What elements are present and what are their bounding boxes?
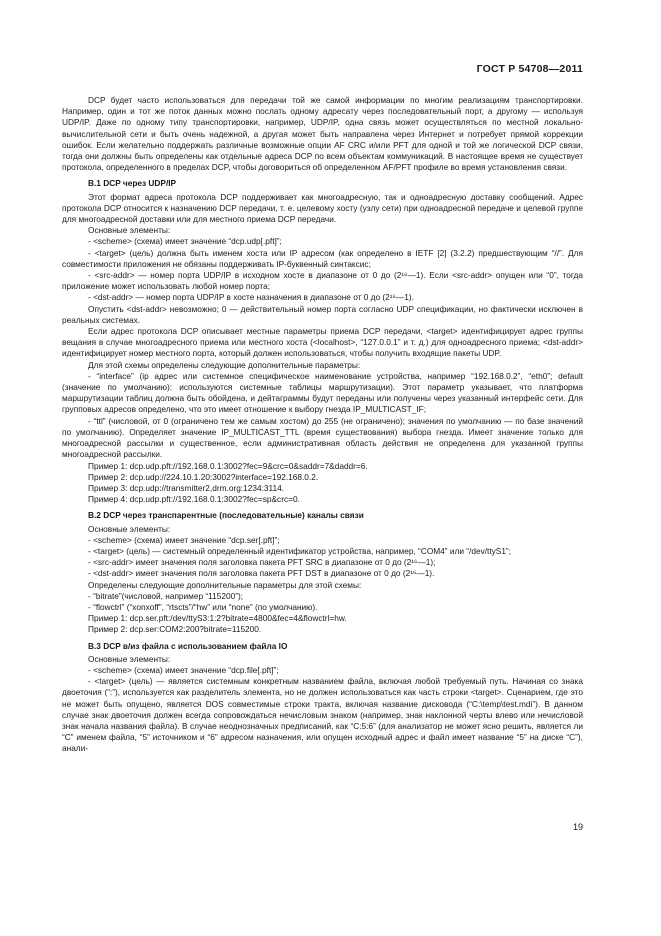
paragraph: Основные элементы: bbox=[88, 225, 171, 236]
paragraph: Основные элементы: bbox=[88, 653, 171, 664]
paragraph: - <scheme> (схема) имеет значение “dcp.ser[.pft]”; bbox=[88, 534, 280, 545]
paragraph: Для этой схемы определены следующие дополнительные параметры: bbox=[88, 359, 361, 370]
document-body bbox=[62, 95, 583, 755]
paragraph: Определены следующие дополнительные параметры для этой схемы: bbox=[88, 579, 362, 590]
paragraph: - “flowctrl” (“xonxoff”, “rtscts”/“hw” или “none” (по умолчанию). bbox=[88, 601, 318, 612]
paragraph: Основные элементы: bbox=[88, 523, 171, 534]
paragraph: - <target> (цель) должна быть именем хоста или IP адресом (как определено в IETF [2] (3.2.2) предшествующим “//”. Для совместимости приложения не обязаны поддерживать IP-буквенный синтаксис; bbox=[62, 247, 583, 269]
paragraph: - “bitrate”(числовой, например “115200”); bbox=[88, 590, 244, 601]
section-heading: В.2 DCP через транспарентные (последовательные) каналы связи bbox=[88, 510, 364, 521]
paragraph: - <src-addr> — номер порта UDP/IP в исходном хосте в диапазоне от 0 до (2¹⁶—1). Если <src-addr> опущен или “0”, тогда приложение может использовать любой номер порта; bbox=[62, 270, 583, 292]
paragraph: - <dst-addr> имеет значения поля заголовка пакета PFT DST в диапазоне от 0 до (2¹⁶—1). bbox=[88, 568, 435, 579]
paragraph: - <scheme> (схема) имеет значение “dcp.file[.pft]”; bbox=[88, 664, 279, 675]
paragraph: - <src-addr> имеет значения поля заголовка пакета PFT SRC в диапазоне от 0 до (2¹⁶—1); bbox=[88, 557, 436, 568]
paragraph: Пример 1: dcp.ser.pft:/dev/ttyS3:1:2?bitrate=4800&fec=4&flowctrl=hw. bbox=[88, 613, 347, 624]
paragraph: Пример 4: dcp.udp.pft://192.168.0.1:3002?fec=sp&crc=0. bbox=[88, 494, 300, 505]
paragraph: - <target> (цель) — является системным конкретным названием файла, включая любой требуемый путь. Начиная со знака двоеточия (“:”), используется как разделитель элемента, но не должен использоваться как часть строки <target>. Сценарием, где это не может быть опущено, является DOS совместимые строки тракта, включая название дисковода (“C:\temp\test.mdi”). В данном случае знак двоеточия должен всегда сопровождаться нечисловым знаком (например, знак наклонной черты влево или нечисловой знак начала названия файла). В случае неоднозначных предписаний, как “C:5:6” (для анализатор не может ясно решить, является ли “C” именем файла, “5” источником и “6” адресом назначения, или опущен исходный адрес и файл имеет название “5” на диске “C”), анали- bbox=[62, 676, 583, 754]
paragraph: DCP будет часто использоваться для передачи той же самой информации по многим реализациям транспортировки. Например, один и тот же поток данных можно послать одному адресату через последовательный порт, а другому — используя UDP/IP. Даже по одному типу транспортировки, например, UDP/IP, одна связь может осуществляться по местной локально-вычислительной сети и быть очень надежной, а другая может быть направлена через Интернет и потребует прямой коррекции ошибок. Если желательно поддержать различные возможные опции AF CRC и/или PFT для одной и той же логической DCP связи, тогда они должны быть определены как отдельные адреса DCP по всем объектам коммуникаций. В настоящее время не существует протокола, определенного в пределах DCP, чтобы договориться об определенном AF/PFT профиле во время установления связи. bbox=[62, 95, 583, 173]
standard-header: ГОСТ Р 54708—2011 bbox=[476, 63, 583, 75]
paragraph: - “ttl” (числовой, от 0 (ограничено тем же самым хостом) до 255 (не ограничено); значения по умолчанию — по базе значений по умолчанию). Определяет значение IP_MULTICAST_TTL (время существования) выбора гнезда. Имеет значение только для многоадресной рассылки и существенное, если административная область действия не определена для указанной группы многоадресной рассылки. bbox=[62, 415, 583, 460]
paragraph: Пример 3: dcp.udp://transmitter2,drm.org:1234:3114. bbox=[88, 482, 285, 493]
paragraph: - <dst-addr> — номер порта UDP/IP в хосте назначения в диапазоне от 0 до (2¹⁶—1). bbox=[88, 292, 414, 303]
page-number: 19 bbox=[572, 822, 583, 832]
paragraph: - <scheme> (схема) имеет значение “dcp.udp[.pft]”; bbox=[88, 236, 282, 247]
paragraph: Пример 2: dcp.ser:COM2:200?bitrate=115200. bbox=[88, 624, 262, 635]
paragraph: Пример 1: dcp.udp.pft://192.168.0.1:3002?fec=9&crc=0&saddr=7&daddr=6. bbox=[88, 460, 368, 471]
section-heading: В.3 DCP в/из файла с использованием файла IO bbox=[88, 640, 288, 651]
section-heading: В.1 DCP через UDP/IP bbox=[88, 178, 177, 189]
paragraph: Если адрес протокола DCP описывает местные параметры приема DCP передачи, <target> идентифицирует адрес группы вещания в случае многоадресного приема или местного хоста (<localhost>, “127.0.0.1” и т. д.) для одноадресного приема; <dst-addr> идентифицирует номер местного порта, который должен использоваться, чтобы получить входящие пакеты UDP. bbox=[62, 326, 583, 359]
paragraph: Опустить <dst-addr> невозможно; 0 — действительный номер порта согласно UDP спецификации, но фактически исключен в реальных системах. bbox=[62, 303, 583, 325]
paragraph: - “interface” (ip адрес или системное специфическое наименование устройства, например “192.168.0.2”, “eth0”; default (значение по умолчанию): используются системные таблицы маршрутизации). Этот параметр указывает, что платформа маршрутизации таблиц должна быть обойдена, и дейтаграммы будут переданы или получены через указанный интерфейс сети. Для групповых адресов определено, что это имеет отношение к выбору гнезда IP_MULTICAST_IF; bbox=[62, 370, 583, 415]
paragraph: Пример 2: dcp.udp://224.10.1.20:3002?interface=192.168.0.2. bbox=[88, 471, 319, 482]
paragraph: - <target> (цель) — системный определенный идентификатор устройства, например, “COM4” или “/dev/ttyS1”; bbox=[88, 545, 512, 556]
paragraph: Этот формат адреса протокола DCP поддерживает как многоадресную, так и одноадресную доставку сообщений. Адрес протокола DCP относится к назначению DCP передачи, т. е. целевому хосту (узлу сети) при одноадресной передаче и целевой группе для многоадресной доставки или для местного приема DCP передачи. bbox=[62, 191, 583, 225]
